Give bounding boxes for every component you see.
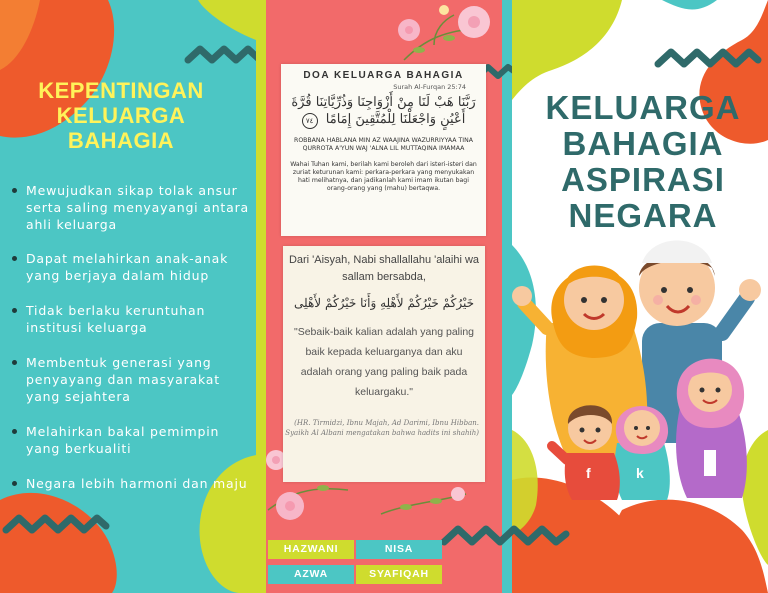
doa-arabic-line: رَبَّنَا هَبْ لَنَا مِنْ أَزْوَاجِنَا وَذُرِّيَّاتِنَا قُرَّةَ [291,95,476,110]
title-line: BAHAGIA [67,128,175,153]
doa-title: DOA KELUARGA BAHAGIA [303,70,464,81]
doa-card [281,64,486,236]
doa-arabic-line [281,112,486,129]
svg-text:k: k [636,465,644,481]
title-line: NEGARA [568,197,718,234]
title-line: KELUARGA [545,89,741,126]
hadith-translation: "Sebaik-baik kalian adalah yang paling baik kepada keluarganya dan aku adalah orang yang paling baik pada keluargaku." [293,326,475,398]
title-line: KEPENTINGAN [38,78,204,103]
left-panel [0,0,256,593]
hadith-intro: Dari 'Aisyah, Nabi shallallahu 'alaihi wa sallam bersabda, [288,254,480,283]
name-badge: HAZWANI [268,540,354,559]
daughter-figure [676,359,747,498]
title-line: KELUARGA [56,103,186,128]
list-item: Membentuk generasi yang penyayang dan masyarakat yang sejahtera [10,354,250,405]
title-line: BAHAGIA [562,125,724,162]
zigzag-decoration [2,512,112,536]
zigzag-decoration [184,44,256,66]
verse-number: ٧٤ [302,113,318,129]
hadith-arabic: خَيْرُكُمْ خَيْرُكُمْ لأَهْلِهِ وَأَنَا خَيْرُكُمْ لأَهْلِى [294,296,474,310]
list-item: Negara lebih harmoni dan maju [10,475,250,492]
small-girl-figure [615,406,670,500]
title-line: ASPIRASI [561,161,725,198]
svg-text:f: f [586,465,591,481]
hadith-card [283,246,485,482]
zigzag-decoration [440,522,570,548]
doa-meaning: Wahai Tuhan kami, berilah kami beroleh dari isteri-isteri dan zuriat keturunan kami: perkara-perkara yang menyukakan hati melihatnya, dan jadikanlah kami imam ikutan bagi orang-orang yang (mahu) bertaqwa. [290,161,477,192]
name-badge: NISA [356,540,442,559]
list-item: Melahirkan bakal pemimpin yang berkualiti [10,423,250,457]
benefits-list [10,182,250,492]
hadith-source: (HR. Tirmidzi, Ibnu Majah, Ad Darimi, Ibnu Hibban. Syaikh Al Albani mengatakan bahwa hadits ini shahih) [285,419,479,437]
family-illustration [512,228,768,508]
zigzag-decoration [654,46,764,70]
list-item: Mewujudkan sikap tolak ansur serta saling menyayangi antara ahli keluarga [10,182,250,233]
doa-arabic-text: أَعْيُنٍ وَاجْعَلْنَا لِلْمُتَّقِينَ إِمَامًا [325,112,466,127]
list-item: Dapat melahirkan anak-anak yang berjaya dalam hidup [10,250,250,284]
list-item: Tidak berlaku keruntuhan institusi keluarga [10,302,250,336]
doa-romanization: ROBBANA HABLANA MIN AZ WAAJINA WAZURRIYYAA TINA QURROTA A'YUN WAJ 'ALNA LIL MUTTAQINA IMAMAA [294,137,473,152]
section-title [26,78,216,153]
name-badge: AZWA [268,565,354,584]
name-badge: SYAFIQAH [356,565,442,584]
doa-reference: Surah Al-Furqan 25:74 [393,83,466,91]
flower-decoration [374,0,512,70]
cover-title [538,90,748,234]
